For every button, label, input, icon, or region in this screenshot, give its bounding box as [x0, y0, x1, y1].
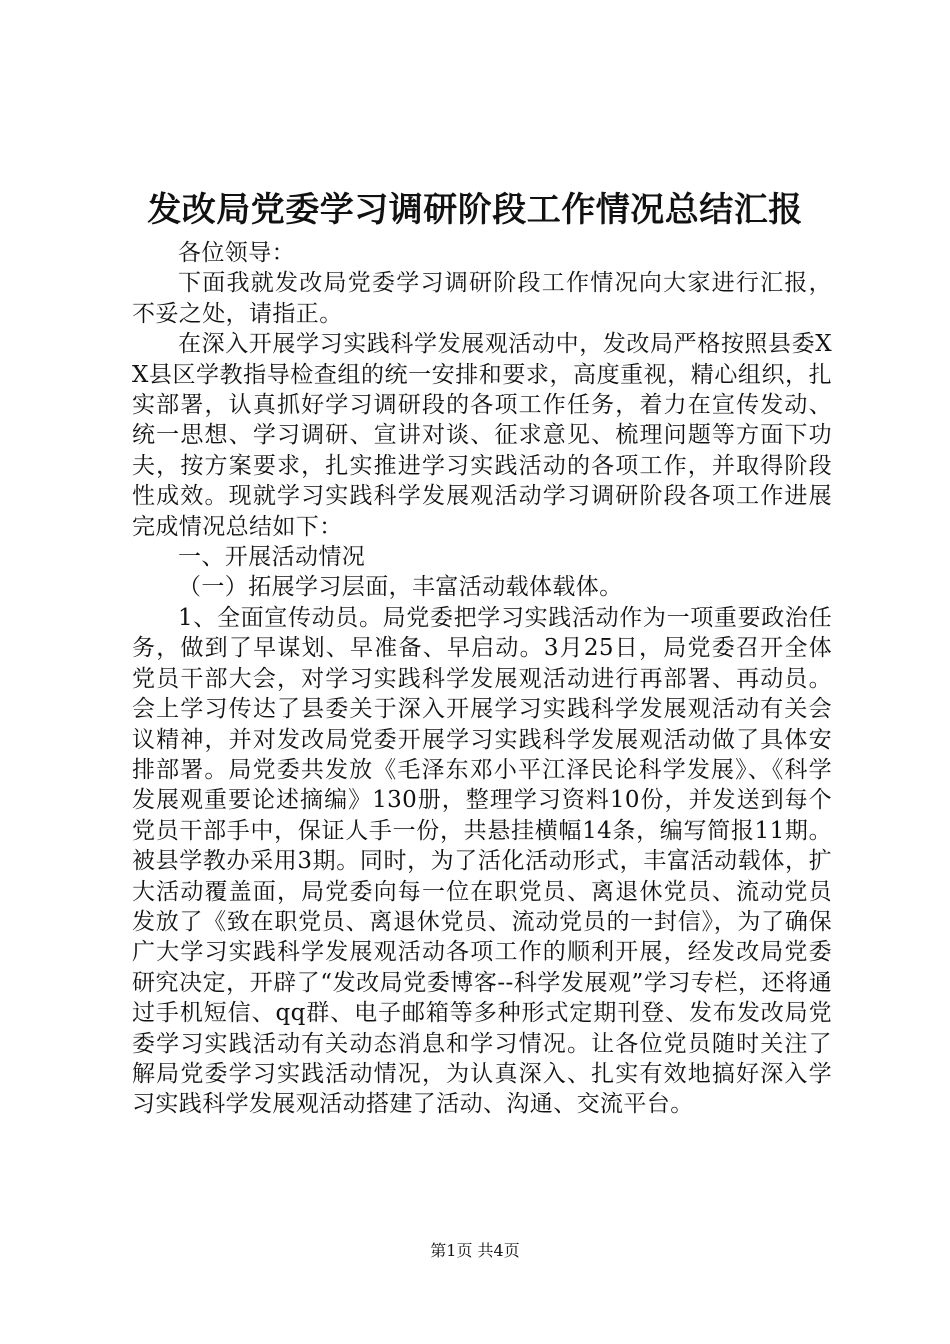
document-title: 发改局党委学习调研阶段工作情况总结汇报 — [147, 190, 803, 230]
subsection-heading: （一）拓展学习层面，丰富活动载体载体。 — [178, 574, 623, 601]
document-body — [132, 238, 832, 1120]
section-heading: 一、开展活动情况 — [178, 544, 366, 571]
intro-paragraph: 下面我就发改局党委学习调研阶段工作情况向大家进行汇报，不妥之处，请指正。 — [132, 270, 832, 327]
item-paragraph: 1、全面宣传动员。局党委把学习实践活动作为一项重要政治任务，做到了早谋划、早准备、早启动。3月25日，局党委召开全体党员干部大会，对学习实践科学发展观活动进行再部署、再动员。会上学习传达了县委关于深入开展学习实践科学发展观活动有关会议精神，并对发改局党委开展学习实践科学发展观活动做了具体安排部署。局党委共发放《毛泽东邓小平江泽民论科学发展》、《科学发展观重要论述摘编》130册，整理学习资料10份，并发送到每个党员干部手中，保证人手一份，共悬挂横幅14条，编写简报11期。被县学教办采用3期。同时，为了活化活动形式，丰富活动载体，扩大活动覆盖面，局党委向每一位在职党员、离退休党员、流动党员发放了《致在职党员、离退休党员、流动党员的一封信》，为了确保广大学习实践科学发展观活动各项工作的顺利开展，经发改局党委研究决定，开辟了“发改局党委博客--科学发展观”学习专栏，还将通过手机短信、qq群、电子邮箱等多种形式定期刊登、发布发改局党委学习实践活动有关动态消息和学习情况。让各位党员随时关注了解局党委学习实践活动情况，为认真深入、扎实有效地搞好深入学习实践科学发展观活动搭建了活动、沟通、交流平台。 — [132, 604, 832, 1118]
overview-paragraph: 在深入开展学习实践科学发展观活动中，发改局严格按照县委XX县区学教指导检查组的统一安排和要求，高度重视，精心组织，扎实部署，认真抓好学习调研段的各项工作任务，着力在宣传发动、统一思想、学习调研、宣讲对谈、征求意见、梳理问题等方面下功夫，按方案要求，扎实推进学习实践活动的各项工作，并取得阶段性成效。现就学习实践科学发展观活动学习调研阶段各项工作进展完成情况总结如下： — [132, 331, 832, 540]
page-footer: 第1页 共4页 — [430, 1241, 520, 1260]
salutation: 各位领导： — [178, 240, 295, 266]
